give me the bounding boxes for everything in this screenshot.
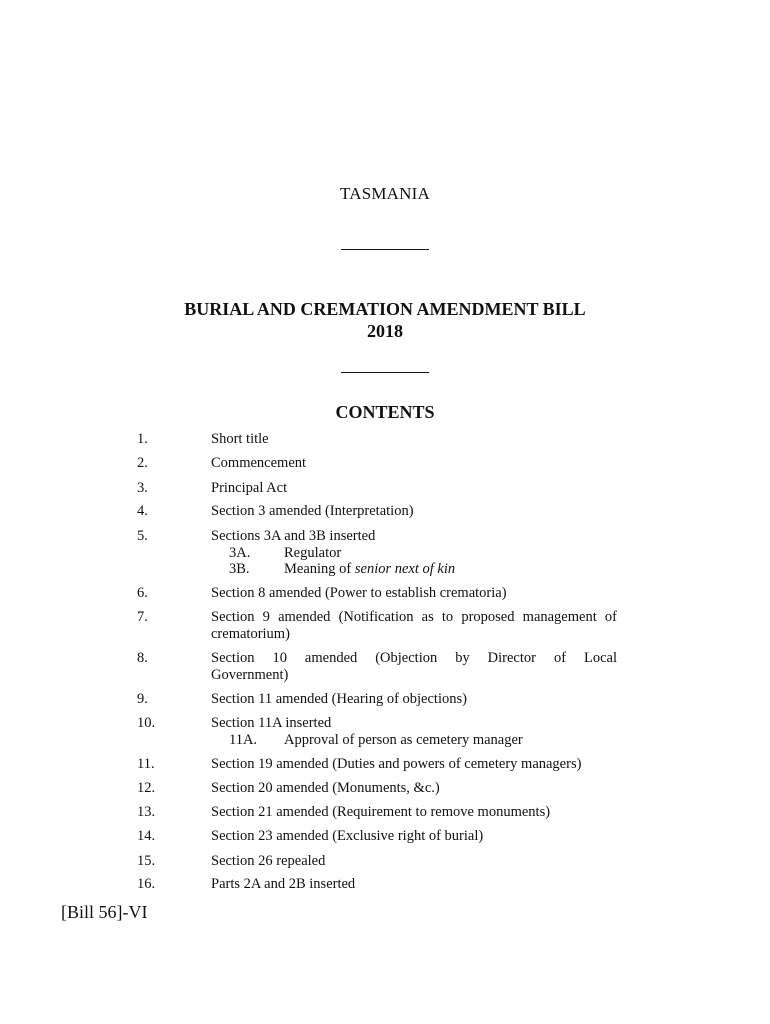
toc-entry-text: Principal Act (211, 480, 288, 496)
toc-entry-text: Section 20 amended (Monuments, &c.) (211, 780, 440, 796)
jurisdiction-heading: TASMANIA (340, 184, 430, 203)
toc-subentry-number: 3A. (229, 545, 251, 561)
toc-subentry-defined-term: senior next of kin (354, 561, 456, 577)
toc-subentry-number: 3B. (229, 561, 250, 577)
title-separator-top (341, 249, 429, 250)
toc-entry-text: Section 11A inserted (211, 715, 332, 731)
toc-subentry-text: Regulator (284, 545, 342, 561)
toc-entry-text: Sections 3A and 3B inserted (211, 528, 376, 544)
bill-title-line1: BURIAL AND CREMATION AMENDMENT BILL (184, 299, 586, 319)
toc-entry-number: 5. (137, 528, 148, 544)
toc-entry-number: 13. (137, 804, 156, 820)
toc-entry-number: 15. (137, 853, 156, 869)
toc-entry-number: 16. (137, 876, 156, 892)
toc-entry-text: Section 21 amended (Requirement to remove monuments) (211, 804, 551, 820)
toc-entry-number: 6. (137, 585, 148, 601)
toc-entry-number: 4. (137, 503, 148, 519)
toc-entry-number: 14. (137, 828, 156, 844)
toc-entry-text-line2: crematorium) (211, 626, 290, 642)
toc-entry-text-line1: Section 9 amended (Notification as to proposed management of (211, 609, 617, 625)
toc-subentry-text: Approval of person as cemetery manager (284, 732, 523, 748)
toc-subentry-number: 11A. (229, 732, 258, 748)
bill-title (0, 298, 770, 342)
toc-entry-text (211, 650, 617, 684)
toc-entry-text: Section 19 amended (Duties and powers of cemetery managers) (211, 756, 582, 772)
toc-entry-text: Section 11 amended (Hearing of objections) (211, 691, 467, 707)
toc-entry-number: 2. (137, 455, 148, 471)
toc-entry-number: 12. (137, 780, 156, 796)
toc-entry-number: 10. (137, 715, 156, 731)
title-separator-bottom (341, 372, 429, 373)
toc-entry-text: Parts 2A and 2B inserted (211, 876, 356, 892)
toc-entry-text: Section 23 amended (Exclusive right of burial) (211, 828, 484, 844)
toc-entry-number: 8. (137, 650, 148, 666)
toc-entry-text: Commencement (211, 455, 307, 471)
toc-entry-number: 9. (137, 691, 148, 707)
bill-reference: [Bill 56]-VI (61, 902, 148, 922)
toc-entry-text: Section 3 amended (Interpretation) (211, 503, 414, 519)
toc-entry-text: Section 8 amended (Power to establish crematoria) (211, 585, 507, 601)
toc-entry-text: Short title (211, 431, 269, 447)
toc-entry-text-line2: Government) (211, 667, 289, 683)
toc-entry-number: 7. (137, 609, 148, 625)
toc-subentry-text (284, 561, 455, 578)
toc-entry-text: Section 26 repealed (211, 853, 326, 869)
bill-title-year: 2018 (367, 321, 403, 341)
toc-entry-text (211, 609, 617, 643)
toc-entry-number: 11. (137, 756, 155, 772)
toc-entry-text-line1: Section 10 amended (Objection by Director of Local (211, 650, 617, 666)
toc-subentry-text-prefix: Meaning of (284, 561, 355, 577)
toc-entry-number: 3. (137, 480, 148, 496)
toc-entry-number: 1. (137, 431, 148, 447)
contents-heading: CONTENTS (335, 402, 435, 422)
